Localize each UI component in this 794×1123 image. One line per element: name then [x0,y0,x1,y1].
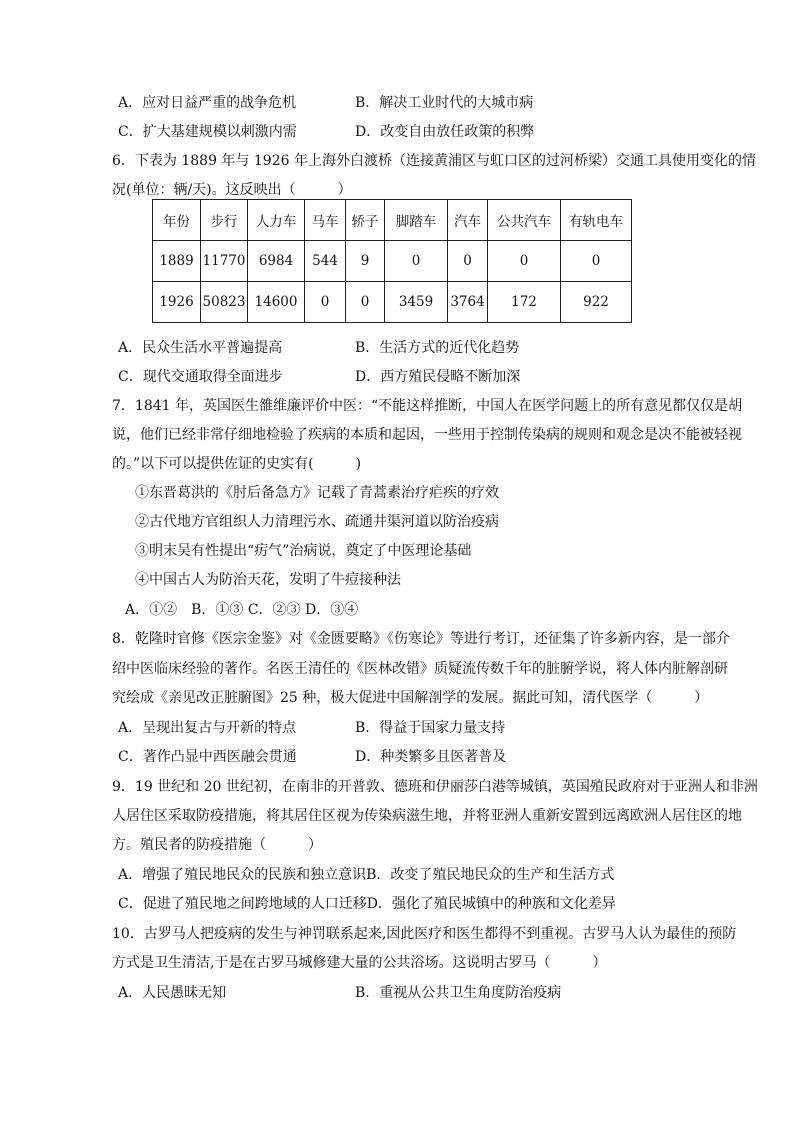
q10-stem-line-1: 10．古罗马人把疫病的发生与神罚联系起来,因此医疗和医生都得不到重视。古罗马人认为最佳的预防 [112,926,737,942]
q6-option-d: D．西方殖民侵略不断加深 [355,369,521,385]
table-header-cell: 人力车 [248,200,305,241]
table-cell: 0 [305,282,346,323]
table-cell: 172 [488,282,561,323]
q5-option-d: D．改变自由放任政策的积弊 [355,124,535,140]
table-row [153,282,632,323]
q9-option-ab: A．增强了殖民地民众的民族和独立意识B．改变了殖民地民众的生产和生活方式 [118,867,615,883]
table-cell: 14600 [248,282,305,323]
q7-item-2: ②古代地方官组织人力清理污水、疏通井渠河道以防治疫病 [135,514,499,530]
q7-answer-choices: A．①② B．①③ C．②③ D．③④ [125,602,359,618]
traffic-table [152,199,632,323]
q6-stem-line-1: 6．下表为 1889 年与 1926 年上海外白渡桥（连接黄浦区与虹口区的过河桥梁）交通工具使用变化的情 [112,153,756,169]
q9-stem-line-1: 9．19 世纪和 20 世纪初，在南非的开普敦、德班和伊丽莎白港等城镇，英国殖民政府对于亚洲人和非洲 [112,779,758,795]
table-header-cell: 马车 [305,200,346,241]
table-header-cell: 有轨电车 [561,200,632,241]
table-header-cell: 年份 [153,200,201,241]
table-cell: 922 [561,282,632,323]
q8-stem-line-3: 究绘成《亲见改正脏腑图》25 种，极大促进中国解剖学的发展。据此可知，清代医学（ ） [112,690,709,706]
q7-item-1: ①东晋葛洪的《肘后备急方》记载了青蒿素治疗疟疾的疗效 [135,485,499,501]
q6-stem-line-2: 况(单位：辆/天)。这反映出（ ） [112,182,352,198]
q8-stem-line-1: 8．乾隆时官修《医宗金鉴》对《金匮要略》《伤寒论》等进行考订，还征集了许多新内容，是一部介 [112,631,730,647]
q8-option-d: D．种类繁多且医著普及 [355,749,507,765]
table-cell: 50823 [201,282,248,323]
q9-stem-line-3: 方。殖民者的防疫措施（ ） [112,837,322,853]
table-header-cell: 脚踏车 [385,200,448,241]
q10-stem-line-2: 方式是卫生清洁,于是在古罗马城修建大量的公共浴场。这说明古罗马（ ） [112,955,607,971]
q8-stem-line-2: 绍中医临床经验的著作。名医王清任的《医林改错》质疑流传数千年的脏腑学说，将人体内脏解剖研 [112,661,728,677]
table-cell: 544 [305,241,346,282]
table-cell: 9 [346,241,385,282]
q6-option-b: B．生活方式的近代化趋势 [355,340,520,356]
table-cell: 3764 [448,282,488,323]
q10-option-a: A．人民愚昧无知 [118,985,227,1001]
table-header-row [153,200,632,241]
q8-option-c: C．著作凸显中西医融会贯通 [118,749,297,765]
table-cell: 0 [448,241,488,282]
q10-option-b: B．重视从公共卫生角度防治疫病 [355,985,562,1001]
q9-stem-line-2: 人居住区采取防疫措施，将其居住区视为传染病滋生地，并将亚洲人重新安置到远离欧洲人居住区的地 [112,808,742,824]
q7-stem-line-1: 7．1841 年，英国医生雒维廉评价中医：“不能这样推断，中国人在医学问题上的所有意见都仅仅是胡 [112,398,743,414]
table-header-cell: 轿子 [346,200,385,241]
table-row [153,241,632,282]
table-cell: 6984 [248,241,305,282]
q6-option-a: A．民众生活水平普遍提高 [118,340,283,356]
table-cell: 1889 [153,241,201,282]
table-cell: 0 [561,241,632,282]
q5-option-c: C．扩大基建规模以刺激内需 [118,124,297,140]
q5-option-b: B．解决工业时代的大城市病 [355,95,534,111]
table-cell: 0 [346,282,385,323]
q6-option-c: C．现代交通取得全面进步 [118,369,283,385]
table-cell: 0 [488,241,561,282]
q9-option-cd: C．促进了殖民地之间跨地域的人口迁移D．强化了殖民城镇中的种族和文化差异 [118,896,616,912]
table-cell: 3459 [385,282,448,323]
table-header-cell: 汽车 [448,200,488,241]
table-cell: 11770 [201,241,248,282]
table-cell: 0 [385,241,448,282]
table-header-cell: 步行 [201,200,248,241]
table-header-cell: 公共汽车 [488,200,561,241]
table-cell: 1926 [153,282,201,323]
q7-item-3: ③明末吴有性提出“疠气”治病说，奠定了中医理论基础 [135,543,472,559]
q7-stem-line-2: 说，他们已经非常仔细地检验了疾病的本质和起因，一些用于控制传染病的规则和观念是决不能被轻视 [112,427,742,443]
q8-option-b: B．得益于国家力量支持 [355,720,506,736]
q5-option-a: A．应对日益严重的战争危机 [118,95,297,111]
q7-stem-line-3: 的。”以下可以提供佐证的史实有( ) [112,456,362,472]
q7-item-4: ④中国古人为防治天花，发明了牛痘接种法 [135,572,401,588]
q8-option-a: A．呈现出复古与开新的特点 [118,720,297,736]
